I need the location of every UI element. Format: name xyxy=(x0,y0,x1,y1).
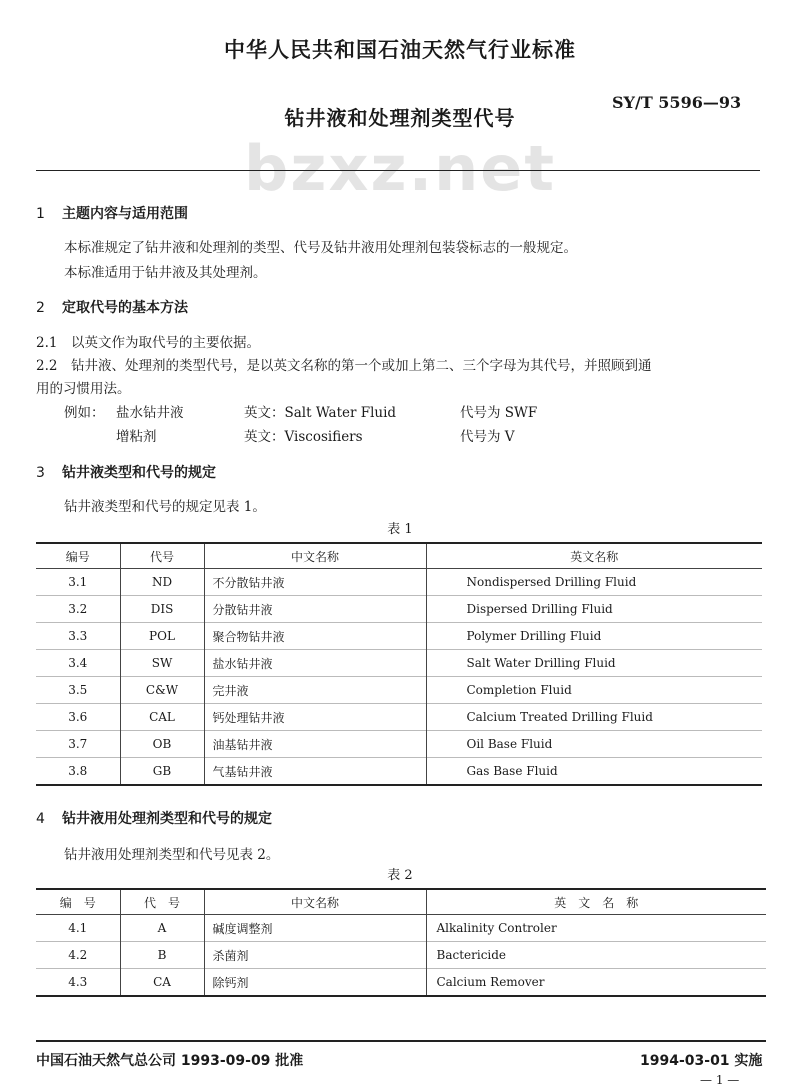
table-1-caption: 表 1 xyxy=(387,522,413,537)
example-prefix: 例如： xyxy=(64,405,105,421)
table-row xyxy=(36,623,762,650)
table-header-row xyxy=(36,543,762,569)
cell-code: POL xyxy=(120,623,204,650)
table-1 xyxy=(36,542,762,786)
cell-english-name: Gas Base Fluid xyxy=(426,758,762,786)
table-row xyxy=(36,596,762,623)
cell-chinese-name: 盐水钻井液 xyxy=(204,650,426,677)
cell-chinese-name: 钙处理钻井液 xyxy=(204,704,426,731)
cell-english-name: Polymer Drilling Fluid xyxy=(426,623,762,650)
header-number: 编号 xyxy=(36,543,120,569)
cell-english-name: Salt Water Drilling Fluid xyxy=(426,650,762,677)
table-2 xyxy=(36,888,766,997)
approval-statement: 中国石油天然气总公司 1993-09-09 批准 xyxy=(36,1053,304,1069)
cell-number: 3.3 xyxy=(36,623,120,650)
cell-english-name: Dispersed Drilling Fluid xyxy=(426,596,762,623)
clause-2-2-line-2: 用的习惯用法。 xyxy=(36,381,131,397)
cell-english-name: Completion Fluid xyxy=(426,677,762,704)
cell-code: DIS xyxy=(120,596,204,623)
cell-english-name: Nondispersed Drilling Fluid xyxy=(426,569,762,596)
cell-chinese-name: 油基钻井液 xyxy=(204,731,426,758)
cell-english-name: Calcium Treated Drilling Fluid xyxy=(426,704,762,731)
header-chinese-name: 中文名称 xyxy=(204,889,426,915)
cell-chinese-name: 杀菌剂 xyxy=(204,942,426,969)
table-row xyxy=(36,650,762,677)
table-row xyxy=(36,758,762,786)
cell-number: 4.1 xyxy=(68,921,88,935)
section-number: 2 xyxy=(36,300,45,316)
example-2-english: 英文：Viscosifiers xyxy=(244,429,363,445)
cell-code: A xyxy=(120,915,204,942)
effective-date: 1994-03-01 实施 xyxy=(640,1053,763,1069)
example-1-code: 代号为 SWF xyxy=(460,405,538,421)
section-number: 4 xyxy=(36,811,45,827)
cell-number: 3.8 xyxy=(36,758,120,786)
section-number: 3 xyxy=(36,465,45,481)
example-2-chinese: 增粘剂 xyxy=(116,429,157,445)
section-1-paragraph-1: 本标准规定了钻井液和处理剂的类型、代号及钻井液用处理剂包装袋标志的一般规定。 xyxy=(64,240,577,256)
cell-code: OB xyxy=(120,731,204,758)
header-code: 代 号 xyxy=(120,889,204,915)
cell-english-name: Calcium Remover xyxy=(426,969,766,997)
cell-code: SW xyxy=(120,650,204,677)
cell-english-name: Bactericide xyxy=(426,942,766,969)
section-4-paragraph: 钻井液用处理剂类型和代号见表 2。 xyxy=(64,847,280,863)
document-title: 钻井液和处理剂类型代号 xyxy=(284,106,516,130)
cell-chinese-name: 气基钻井液 xyxy=(204,758,426,786)
cell-code: CAL xyxy=(120,704,204,731)
section-1-paragraph-2: 本标准适用于钻井液及其处理剂。 xyxy=(64,265,267,281)
section-3-paragraph: 钻井液类型和代号的规定见表 1。 xyxy=(64,499,266,515)
cell-chinese-name: 聚合物钻井液 xyxy=(204,623,426,650)
cell-code: B xyxy=(120,942,204,969)
header-english-name: 英文名称 xyxy=(426,543,762,569)
cell-code: CA xyxy=(120,969,204,997)
section-title: 主题内容与适用范围 xyxy=(62,206,188,222)
section-3-heading xyxy=(36,462,216,482)
table-header-row xyxy=(36,889,766,915)
cell-code: ND xyxy=(120,569,204,596)
cell-chinese-name: 完井液 xyxy=(204,677,426,704)
section-1-heading xyxy=(36,203,188,223)
example-2-code: 代号为 V xyxy=(460,429,515,445)
cell-number: 3.2 xyxy=(36,596,120,623)
section-title: 定取代号的基本方法 xyxy=(62,300,188,316)
cell-number: 3.4 xyxy=(36,650,120,677)
section-4-heading xyxy=(36,808,272,828)
clause-2-2-line-1: 2.2 钻井液、处理剂的类型代号，是以英文名称的第一个或加上第二、三个字母为其代号，并照顾到通 xyxy=(36,358,652,374)
header-chinese-name: 中文名称 xyxy=(204,543,426,569)
table-row xyxy=(36,915,766,942)
standard-category-header: 中华人民共和国石油天然气行业标准 xyxy=(224,38,576,62)
table-row xyxy=(36,569,762,596)
footer-rule xyxy=(36,1040,766,1042)
example-1-chinese: 盐水钻井液 xyxy=(116,405,184,421)
cell-code: C&W xyxy=(120,677,204,704)
cell-code: GB xyxy=(120,758,204,786)
cell-chinese-name: 分散钻井液 xyxy=(204,596,426,623)
table-2-caption: 表 2 xyxy=(387,868,413,883)
clause-2-1: 2.1 以英文作为取代号的主要依据。 xyxy=(36,335,260,351)
example-1-english: 英文：Salt Water Fluid xyxy=(244,405,397,421)
cell-english-name: Alkalinity Controler xyxy=(426,915,766,942)
cell-number: 3.6 xyxy=(36,704,120,731)
cell-number: 3.5 xyxy=(36,677,120,704)
header-rule xyxy=(36,170,760,171)
cell-number: 3.7 xyxy=(36,731,120,758)
header-number: 编 号 xyxy=(36,889,120,915)
table-row xyxy=(36,969,766,997)
cell-number: 3.1 xyxy=(68,575,88,589)
cell-chinese-name: 除钙剂 xyxy=(204,969,426,997)
section-2-heading xyxy=(36,297,188,317)
section-title: 钻井液用处理剂类型和代号的规定 xyxy=(62,811,272,827)
table-row xyxy=(36,677,762,704)
cell-number: 4.2 xyxy=(36,942,120,969)
table-row xyxy=(36,731,762,758)
cell-number: 4.3 xyxy=(36,969,120,997)
section-title: 钻井液类型和代号的规定 xyxy=(62,465,216,481)
cell-chinese-name: 碱度调整剂 xyxy=(204,915,426,942)
cell-english-name: Oil Base Fluid xyxy=(426,731,762,758)
standard-code: SY/T 5596—93 xyxy=(612,93,742,112)
table-row xyxy=(36,704,762,731)
page-number: — 1 — xyxy=(700,1073,740,1087)
table-row xyxy=(36,942,766,969)
cell-chinese-name: 不分散钻井液 xyxy=(204,569,426,596)
header-code: 代号 xyxy=(120,543,204,569)
section-number: 1 xyxy=(36,206,45,222)
watermark: bzxz.net xyxy=(244,132,556,205)
header-english-name: 英 文 名 称 xyxy=(426,889,766,915)
